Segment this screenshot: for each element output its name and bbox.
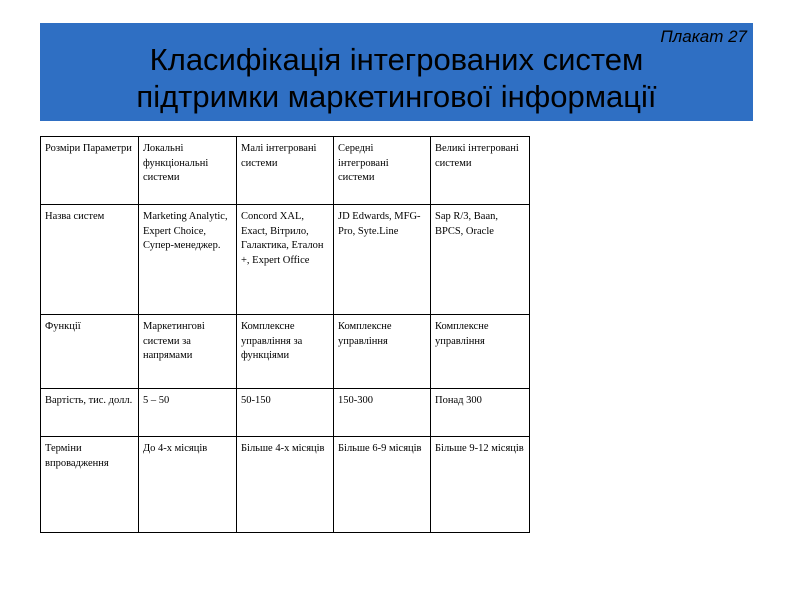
table-cell: JD Edwards, MFG-Pro, Syte.Line <box>334 205 431 315</box>
table-cell: Назва систем <box>41 205 139 315</box>
table-row <box>41 315 530 389</box>
table-cell: 5 – 50 <box>139 389 237 437</box>
table-cell: Більше 9-12 місяців <box>431 437 530 533</box>
table-row <box>41 389 530 437</box>
table-cell: Маркетингові системи за напрямами <box>139 315 237 389</box>
table-cell: Комплексне управління <box>334 315 431 389</box>
table-cell: Sap R/3, Baan, BPCS, Oracle <box>431 205 530 315</box>
table-header-row <box>41 137 530 205</box>
title-banner <box>40 23 753 121</box>
table-cell: Терміни впровадження <box>41 437 139 533</box>
table-cell: Розміри Параметри <box>41 137 139 205</box>
classification-table <box>40 136 530 533</box>
table-row <box>41 205 530 315</box>
table-cell: Комплексне управління за функціями <box>237 315 334 389</box>
table-cell: Більше 4-х місяців <box>237 437 334 533</box>
table-cell: Середні інтегровані системи <box>334 137 431 205</box>
page-title <box>40 41 753 115</box>
table-cell: Локальні функціональні системи <box>139 137 237 205</box>
table-cell: Marketing Analytic, Expert Choice, Супер-менеджер. <box>139 205 237 315</box>
title-line-2: підтримки маркетингової інформації <box>136 79 657 114</box>
table-cell: Великі інтегровані системи <box>431 137 530 205</box>
table-cell: 150-300 <box>334 389 431 437</box>
table-cell: Більше 6-9 місяців <box>334 437 431 533</box>
table-cell: Понад 300 <box>431 389 530 437</box>
table-cell: До 4-х місяців <box>139 437 237 533</box>
table-cell: Функції <box>41 315 139 389</box>
poster-label: Плакат 27 <box>660 27 747 46</box>
table-row <box>41 437 530 533</box>
table-cell: Комплексне управління <box>431 315 530 389</box>
table-cell: Вартість, тис. долл. <box>41 389 139 437</box>
table-cell: Малі інтегровані системи <box>237 137 334 205</box>
table-cell: 50-150 <box>237 389 334 437</box>
table-cell: Concord XAL, Exact, Вітрило, Галактика, Еталон +, Expert Office <box>237 205 334 315</box>
title-line-1: Класифікація інтегрованих систем <box>149 42 644 77</box>
